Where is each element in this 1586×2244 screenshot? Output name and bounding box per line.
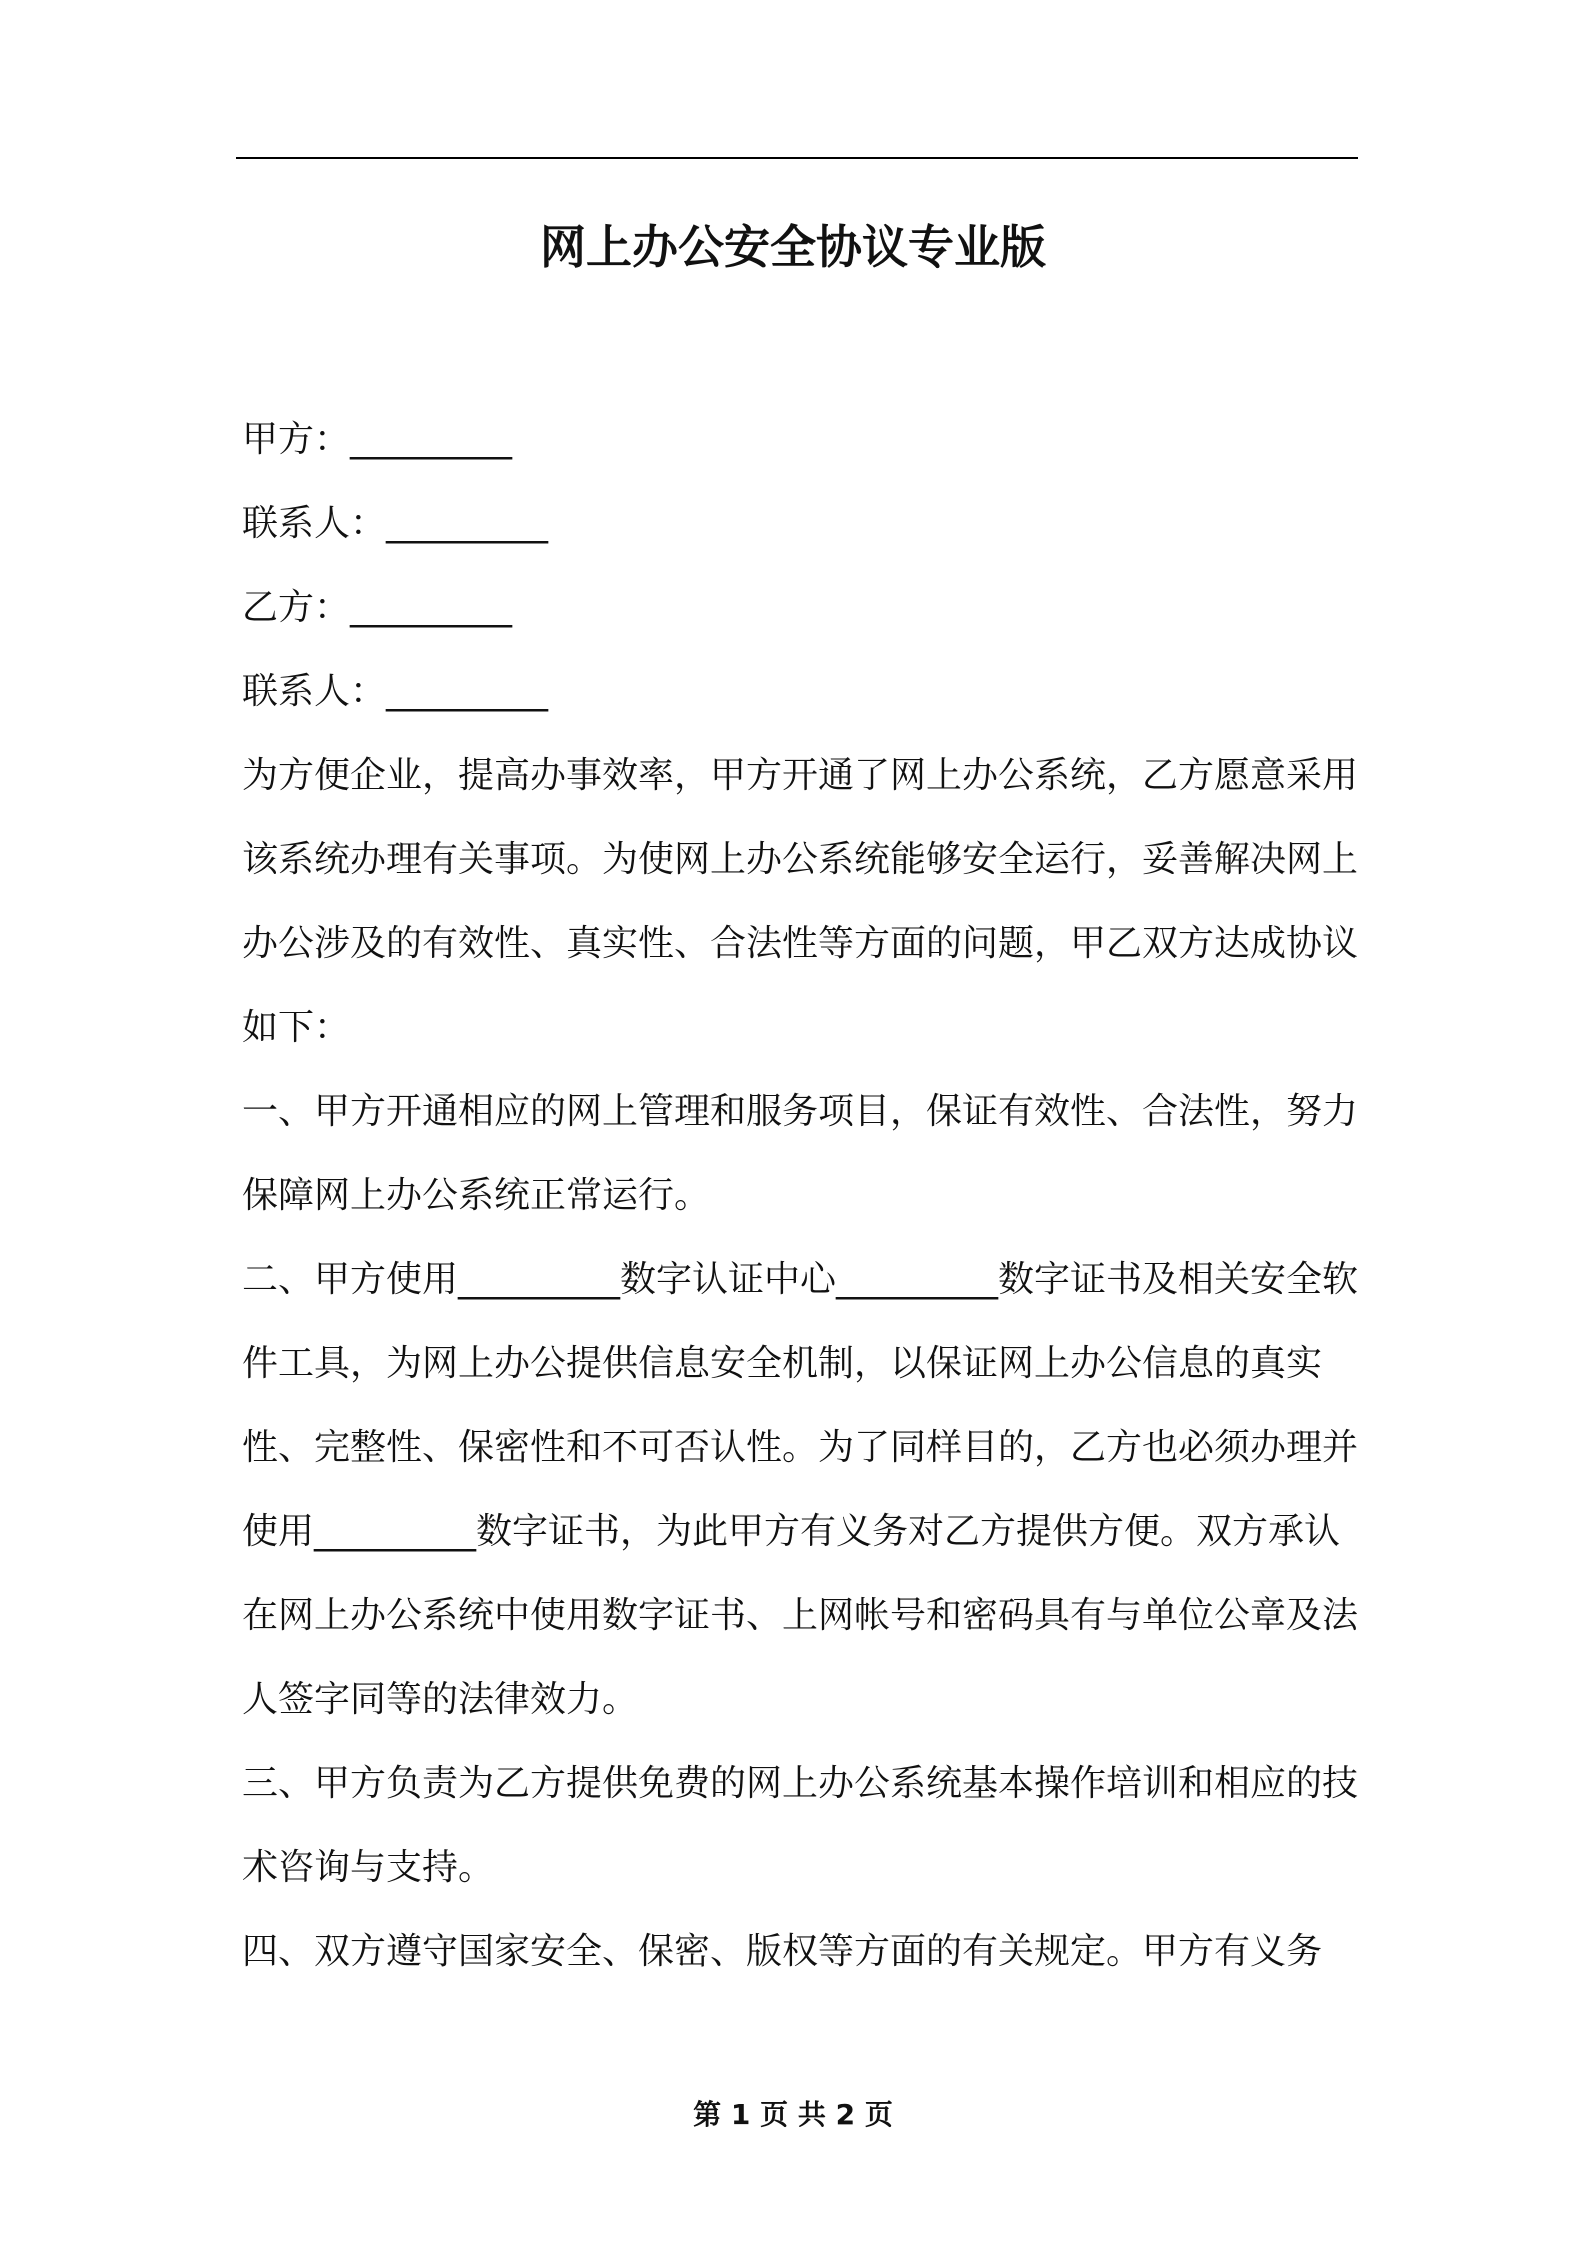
clause-4: 四、双方遵守国家安全、保密、版权等方面的有关规定。甲方有义务 (242, 1931, 1323, 1972)
document-body (242, 398, 1358, 1994)
page-footer: 第 1 页 共 2 页 (693, 2098, 893, 2131)
document-title: 网上办公安全协议专业版 (540, 220, 1046, 274)
clause-3: 三、甲方负责为乙方提供免费的网上办公系统基本操作培训和相应的技术咨询与支持。 (242, 1763, 1359, 1888)
preamble-paragraph: 为方便企业，提高办事效率，甲方开通了网上办公系统，乙方愿意采用该系统办理有关事项。为使网上办公系统能够安全运行，妥善解决网上办公涉及的有效性、真实性、合法性等方面的问题，甲乙双方达成协议如下： (242, 755, 1359, 1048)
clause-1: 一、甲方开通相应的网上管理和服务项目，保证有效性、合法性，努力保障网上办公系统正常运行。 (242, 1091, 1359, 1216)
header-rule (236, 157, 1358, 159)
clause-2: 二、甲方使用_________数字认证中心_________数字证书及相关安全软件工具，为网上办公提供信息安全机制，以保证网上办公信息的真实性、完整性、保密性和不可否认性。为了同样目的，乙方也必须办理并使用_________数字证书，为此甲方有义务对乙方提供方便。双方承认在网上办公系统中使用数字证书、上网帐号和密码具有与单位公章及法人签字同等的法律效力。 (242, 1259, 1359, 1720)
party-b-contact-line: 联系人：_________ (242, 671, 549, 712)
party-a-contact-line: 联系人：_________ (242, 503, 549, 544)
party-b-line: 乙方：_________ (242, 587, 513, 628)
party-a-line: 甲方：_________ (242, 419, 513, 460)
